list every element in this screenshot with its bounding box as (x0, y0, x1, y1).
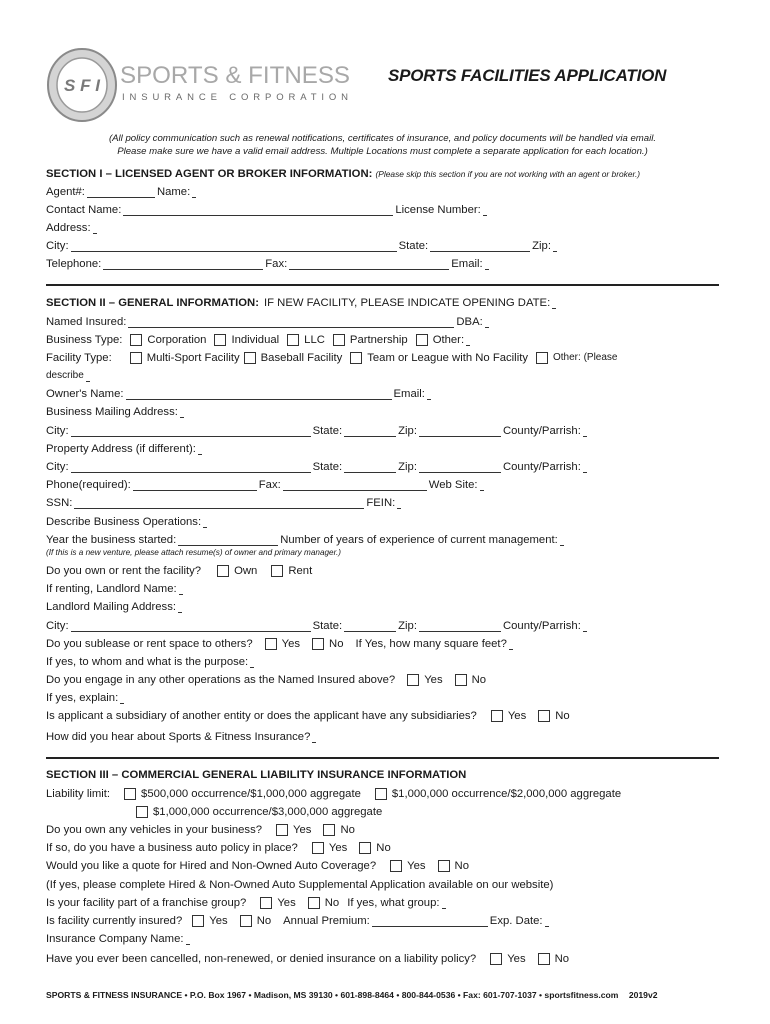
cancelled-label: Have you ever been cancelled, non-renewed, or denied insurance on a liability policy? (46, 953, 477, 965)
row-business-type (46, 333, 719, 347)
other-business-field[interactable] (466, 334, 470, 346)
row-agent-city (46, 239, 719, 253)
logo-name: SPORTS & FITNESS (120, 62, 350, 89)
property-address-field[interactable] (198, 443, 202, 455)
cancelled-yes-label: Yes (507, 953, 526, 965)
subsidiary-yes-checkbox[interactable] (491, 710, 503, 722)
llc-checkbox[interactable] (287, 334, 299, 346)
opening-date-field[interactable] (552, 297, 556, 309)
row-landlord (46, 582, 719, 596)
agent-fax-field[interactable] (289, 258, 449, 270)
experience-label: Number of years of experience of current management: (280, 534, 558, 546)
subsidiary-no-checkbox[interactable] (538, 710, 550, 722)
other-business-label: Other: (432, 334, 465, 346)
telephone-label: Telephone: (46, 258, 102, 270)
multisport-checkbox[interactable] (130, 352, 142, 364)
exp-date-label: Exp. Date: (489, 915, 543, 927)
limit-opt1-label: $500,000 occurrence/$1,000,000 aggregate (141, 788, 361, 800)
logo-tagline: INSURANCE CORPORATION (122, 92, 348, 103)
insurance-company-field[interactable] (186, 933, 190, 945)
own-label: Own (234, 565, 258, 577)
row-phone (46, 478, 719, 492)
fax-field[interactable] (283, 479, 427, 491)
section-divider-2 (46, 757, 719, 759)
mailing-zip-field[interactable] (419, 425, 501, 437)
limit-opt3-label: $1,000,000 occurrence/$3,000,000 aggregate (153, 806, 383, 818)
ssn-label: SSN: (46, 497, 73, 509)
row-address (46, 221, 719, 235)
cancelled-no-checkbox[interactable] (538, 953, 550, 965)
website-field[interactable] (480, 479, 484, 491)
footer (46, 990, 719, 1000)
franchise-no-label: No (324, 897, 340, 909)
vehicles-label: Do you own any vehicles in your business? (46, 824, 263, 836)
row-hear (46, 730, 719, 744)
owner-email-label: Email: (393, 388, 425, 400)
other-ops-yes-checkbox[interactable] (407, 674, 419, 686)
agent-number-field[interactable] (87, 186, 155, 198)
mailing-state-field[interactable] (344, 425, 396, 437)
property-city-field[interactable] (71, 461, 311, 473)
subsidiary-no-label: No (555, 710, 570, 722)
annual-premium-label: Annual Premium: (283, 915, 370, 927)
auto-yes-label: Yes (328, 842, 348, 854)
mailing-zip-label: Zip: (398, 425, 417, 437)
row-sublease (46, 637, 719, 651)
row-auto-policy (46, 841, 719, 855)
row-named-insured (46, 315, 719, 329)
auto-yes-checkbox[interactable] (312, 842, 324, 854)
landlord-zip-label: Zip: (398, 620, 417, 632)
landlord-name-label: If renting, Landlord Name: (46, 583, 177, 595)
team-league-checkbox[interactable] (350, 352, 362, 364)
contact-name-field[interactable] (123, 204, 393, 216)
agent-name-field[interactable] (192, 186, 196, 198)
sublease-yes-checkbox[interactable] (265, 638, 277, 650)
fax-label: Fax: (258, 479, 281, 491)
property-county-field[interactable] (583, 461, 587, 473)
insurance-company-label: Insurance Company Name: (46, 933, 184, 945)
describe-field[interactable] (86, 370, 90, 382)
landlord-mailing-label: Landlord Mailing Address: (46, 601, 176, 613)
row-cancelled (46, 952, 719, 966)
other-business-checkbox[interactable] (416, 334, 428, 346)
row-hired (46, 859, 719, 873)
license-number-label: License Number: (395, 204, 481, 216)
fein-label: FEIN: (366, 497, 396, 509)
insured-no-label: No (256, 915, 272, 927)
partnership-label: Partnership (349, 334, 408, 346)
mailing-city-field[interactable] (71, 425, 311, 437)
other-ops-yes-label: Yes (424, 674, 443, 686)
section-2-heading (46, 296, 719, 310)
opening-date-label: IF NEW FACILITY, PLEASE INDICATE OPENING DATE: (263, 297, 551, 309)
auto-no-checkbox[interactable] (359, 842, 371, 854)
property-address-label: Property Address (if different): (46, 443, 196, 455)
what-group-label: If yes, what group: (347, 897, 440, 909)
row-landlord-mail (46, 600, 719, 614)
year-started-field[interactable] (178, 534, 278, 546)
property-state-field[interactable] (344, 461, 396, 473)
hired-no-checkbox[interactable] (438, 860, 450, 872)
agent-state-field[interactable] (430, 240, 530, 252)
operations-field[interactable] (203, 516, 207, 528)
telephone-field[interactable] (103, 258, 263, 270)
vehicles-yes-label: Yes (293, 824, 312, 836)
mailing-address-label: Business Mailing Address: (46, 406, 178, 418)
row-subsidiary (46, 709, 719, 723)
hired-auto-label: Would you like a quote for Hired and Non-Owned Auto Coverage? (46, 860, 377, 872)
intro-note (46, 132, 719, 158)
section-3-heading: SECTION III – COMMERCIAL GENERAL LIABILITY INSURANCE INFORMATION (46, 769, 467, 781)
corporation-checkbox[interactable] (130, 334, 142, 346)
individual-checkbox[interactable] (214, 334, 226, 346)
property-county-label: County/Parrish: (502, 461, 581, 473)
team-league-label: Team or League with No Facility (367, 352, 528, 364)
named-insured-label: Named Insured: (46, 316, 127, 328)
insured-yes-label: Yes (209, 915, 228, 927)
other-facility-checkbox[interactable] (536, 352, 548, 364)
other-facility-label: Other: (Please (553, 352, 618, 363)
baseball-label: Baseball Facility (260, 352, 343, 364)
subsidiary-yes-label: Yes (507, 710, 527, 722)
landlord-county-label: County/Parrish: (502, 620, 581, 632)
other-ops-no-label: No (471, 674, 487, 686)
sublease-label: Do you sublease or rent space to others? (46, 638, 253, 650)
agent-name-label: Name: (156, 186, 191, 198)
year-started-label: Year the business started: (46, 534, 177, 546)
landlord-county-field[interactable] (583, 620, 587, 632)
section-1-heading (46, 168, 640, 180)
limit-opt2-checkbox[interactable] (375, 788, 387, 800)
purpose-label: If yes, to whom and what is the purpose: (46, 656, 249, 668)
hired-yes-checkbox[interactable] (390, 860, 402, 872)
intro-line-1: (All policy communication such as renewal notifications, certificates of insurance, and policy documents will be handled via email. (108, 133, 657, 144)
what-group-field[interactable] (442, 897, 446, 909)
landlord-state-label: State: (312, 620, 343, 632)
other-operations-label: Do you engage in any other operations as the Named Insured above? (46, 674, 396, 686)
owner-name-label: Owner's Name: (46, 388, 124, 400)
row-landlord-city (46, 619, 719, 633)
row-vehicles (46, 823, 719, 837)
dba-field[interactable] (485, 316, 489, 328)
row-franchise (46, 896, 719, 910)
row-property (46, 442, 719, 456)
franchise-label: Is your facility part of a franchise group? (46, 897, 247, 909)
limit-opt3-checkbox[interactable] (136, 806, 148, 818)
property-zip-field[interactable] (419, 461, 501, 473)
sublease-yes-label: Yes (281, 638, 301, 650)
exp-date-field[interactable] (545, 915, 549, 927)
hired-no-label: No (454, 860, 469, 872)
hired-note: (If yes, please complete Hired & Non-Owned Auto Supplemental Application available on our website) (46, 879, 554, 891)
ssn-field[interactable] (74, 497, 364, 509)
row-liability-limit-2 (46, 805, 719, 819)
row-contact (46, 203, 719, 217)
agent-state-label: State: (398, 240, 429, 252)
mailing-county-field[interactable] (583, 425, 587, 437)
hear-about-field[interactable] (312, 731, 316, 743)
corporation-label: Corporation (147, 334, 207, 346)
row-owner (46, 387, 719, 401)
property-zip-label: Zip: (398, 461, 417, 473)
auto-no-label: No (376, 842, 391, 854)
landlord-city-field[interactable] (71, 620, 311, 632)
section-2-title: SECTION II – GENERAL INFORMATION: (46, 297, 259, 309)
owner-name-field[interactable] (126, 388, 392, 400)
mailing-address-field[interactable] (180, 406, 184, 418)
partnership-checkbox[interactable] (333, 334, 345, 346)
section-1-note: (Please skip this section if you are not working with an agent or broker.) (375, 169, 641, 179)
describe-label: describe (46, 370, 84, 381)
phone-field[interactable] (133, 479, 257, 491)
operations-label: Describe Business Operations: (46, 516, 202, 528)
mailing-state-label: State: (312, 425, 343, 437)
franchise-yes-checkbox[interactable] (260, 897, 272, 909)
form-title: SPORTS FACILITIES APPLICATION (388, 66, 667, 85)
square-feet-label: If Yes, how many square feet? (355, 638, 507, 650)
limit-opt2-label: $1,000,000 occurrence/$2,000,000 aggregate (391, 788, 622, 800)
phone-label: Phone(required): (46, 479, 131, 491)
venture-note: (If this is a new venture, please attach resume(s) of owner and primary manager.) (46, 548, 342, 557)
row-telephone (46, 257, 719, 271)
facility-type-label: Facility Type: (46, 352, 112, 364)
own-checkbox[interactable] (217, 565, 229, 577)
landlord-name-field[interactable] (179, 583, 183, 595)
franchise-no-checkbox[interactable] (308, 897, 320, 909)
row-mailing (46, 405, 719, 419)
purpose-field[interactable] (250, 656, 254, 668)
agent-city-label: City: (46, 240, 69, 252)
section-1-title: SECTION I – LICENSED AGENT OR BROKER INFORMATION: (46, 168, 373, 180)
liability-limit-label: Liability limit: (46, 788, 111, 800)
company-logo (44, 45, 364, 125)
agent-number-label: Agent#: (46, 186, 85, 198)
row-insured (46, 914, 719, 928)
row-explain (46, 691, 719, 705)
sublease-no-checkbox[interactable] (312, 638, 324, 650)
experience-field[interactable] (560, 534, 564, 546)
fein-field[interactable] (397, 497, 401, 509)
row-describe (46, 369, 719, 383)
row-year-started (46, 533, 719, 547)
agent-email-label: Email: (451, 258, 483, 270)
rent-checkbox[interactable] (271, 565, 283, 577)
license-number-field[interactable] (483, 204, 487, 216)
named-insured-field[interactable] (128, 316, 454, 328)
limit-opt1-checkbox[interactable] (124, 788, 136, 800)
row-facility-type (46, 351, 719, 365)
landlord-zip-field[interactable] (419, 620, 501, 632)
vehicles-no-label: No (340, 824, 355, 836)
row-other-ops (46, 673, 719, 687)
multisport-label: Multi-Sport Facility (146, 352, 240, 364)
annual-premium-field[interactable] (372, 915, 488, 927)
row-hired-note (46, 878, 719, 892)
sublease-no-label: No (329, 638, 344, 650)
agent-city-field[interactable] (71, 240, 397, 252)
row-company (46, 932, 719, 946)
landlord-city-label: City: (46, 620, 69, 632)
own-rent-label: Do you own or rent the facility? (46, 565, 202, 577)
franchise-yes-label: Yes (277, 897, 296, 909)
form-version: 2019v2 (628, 990, 658, 1000)
explain-field[interactable] (120, 692, 124, 704)
row-operations (46, 515, 719, 529)
row-agent (46, 185, 719, 199)
row-ssn (46, 496, 719, 510)
insured-yes-checkbox[interactable] (192, 915, 204, 927)
logo-mark: S F I (64, 76, 100, 95)
other-ops-no-checkbox[interactable] (455, 674, 467, 686)
row-mailing-city (46, 424, 719, 438)
auto-policy-label: If so, do you have a business auto policy in place? (46, 842, 298, 854)
footer-contact: SPORTS & FITNESS INSURANCE • P.O. Box 1967 • Madison, MS 39130 • 601-898-8464 • 800-844-0536 • Fax: 601-707-1037 • sportsfitness.com (46, 990, 619, 1000)
explain-label: If yes, explain: (46, 692, 119, 704)
square-feet-field[interactable] (509, 638, 513, 650)
row-property-city (46, 460, 719, 474)
vehicles-no-checkbox[interactable] (323, 824, 335, 836)
hired-yes-label: Yes (407, 860, 426, 872)
mailing-county-label: County/Parrish: (502, 425, 581, 437)
agent-fax-label: Fax: (265, 258, 288, 270)
property-city-label: City: (46, 461, 69, 473)
agent-email-field[interactable] (485, 258, 489, 270)
dba-label: DBA: (456, 316, 483, 328)
property-state-label: State: (312, 461, 343, 473)
intro-line-2: Please make sure we have a valid email address. Multiple Locations must complete a separate application for each location.) (117, 146, 648, 157)
landlord-mailing-field[interactable] (178, 601, 182, 613)
llc-label: LLC (304, 334, 325, 346)
website-label: Web Site: (428, 479, 478, 491)
row-own-rent (46, 564, 719, 578)
currently-insured-label: Is facility currently insured? (46, 915, 183, 927)
cancelled-yes-checkbox[interactable] (490, 953, 502, 965)
agent-address-label: Address: (46, 222, 91, 234)
individual-label: Individual (231, 334, 280, 346)
rent-label: Rent (288, 565, 313, 577)
hear-about-label: How did you hear about Sports & Fitness Insurance? (46, 731, 311, 743)
row-purpose (46, 655, 719, 669)
contact-name-label: Contact Name: (46, 204, 122, 216)
baseball-checkbox[interactable] (244, 352, 256, 364)
landlord-state-field[interactable] (344, 620, 396, 632)
subsidiary-label: Is applicant a subsidiary of another entity or does the applicant have any subsidiaries? (46, 710, 477, 722)
business-type-label: Business Type: (46, 334, 123, 346)
agent-zip-field[interactable] (553, 240, 557, 252)
row-liability-limit (46, 787, 719, 801)
vehicles-yes-checkbox[interactable] (276, 824, 288, 836)
insured-no-checkbox[interactable] (240, 915, 252, 927)
cancelled-no-label: No (554, 953, 570, 965)
owner-email-field[interactable] (427, 388, 431, 400)
section-divider (46, 284, 719, 286)
agent-address-field[interactable] (93, 222, 97, 234)
agent-zip-label: Zip: (532, 240, 551, 252)
mailing-city-label: City: (46, 425, 69, 437)
